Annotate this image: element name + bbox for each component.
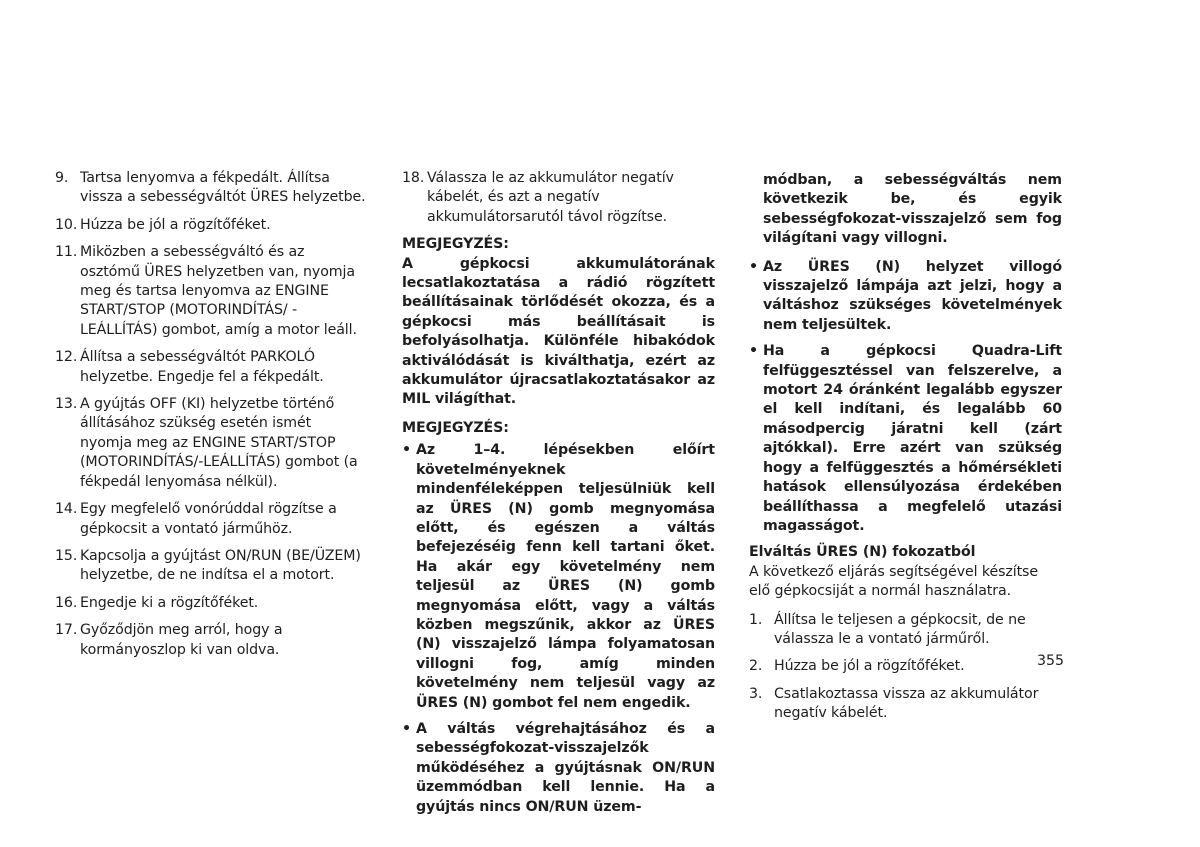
column-right <box>749 171 1065 732</box>
item-number: 1. <box>749 611 763 628</box>
item-number: 10. <box>55 216 78 233</box>
item-number: 9. <box>55 170 69 186</box>
item-number: 2. <box>749 658 763 675</box>
item-number: 15. <box>55 547 78 564</box>
item-text: Győződjön meg arról, hogy a kormányoszlop ki van oldva. <box>80 622 283 658</box>
bullet-icon: • <box>402 442 411 459</box>
item-text: Egy megfelelő vonórúddal rögzítse a gépkocsit a vontató járműhöz. <box>80 501 337 537</box>
item-text: Húzza be jól a rögzítőféket. <box>80 216 271 233</box>
list-item <box>402 169 715 227</box>
item-text: Kapcsolja a gyújtást ON/RUN (BE/ÜZEM) helyzetbe, de ne indítsa el a motort. <box>80 547 361 584</box>
list-item <box>749 685 1062 724</box>
bullet-text: A váltás végrehajtásához és a sebességfokozat-visszajelzők működéséhez a gyújtásnak ON/RUN üzemmódban kell lennie. Ha a gyújtás nincs ON/RUN üzem- <box>416 720 715 815</box>
bullet-item <box>402 720 715 817</box>
list-item <box>55 500 367 539</box>
item-text: Miközben a sebességváltó és az osztómű ÜRES helyzetben van, nyomja meg és tartsa lenyomva az ENGINE START/STOP (MOTORINDÍTÁS/ -LEÁLLÍTÁS) gombot, amíg a motor leáll. <box>80 244 357 338</box>
list-item <box>749 657 1062 676</box>
bullet-text: Ha a gépkocsi Quadra-Lift felfüggesztéssel van felszerelve, a motort 24 óránként legalább egyszer el kell indítani, és legalább 60 másodpercig járatni kell (zárt ajtókkal). Erre azért van szükség hogy a felfüggesztés a hőmérsékleti hatások ellensúlyozása érdekében beállíthassa a megfelelő utazási magasságot. <box>763 343 1062 534</box>
item-text: Csatlakoztassa vissza az akkumulátor negatív kábelét. <box>774 685 1039 722</box>
column-middle <box>402 169 715 824</box>
column-left <box>55 169 367 668</box>
section-heading: Elváltás ÜRES (N) fokozatból <box>749 544 976 561</box>
note-text: A gépkocsi akkumulátorának lecsatlakoztatása a rádió rögzített beállításainak törlődését okozza, és a gépkocsi más beállításait is befolyásolhatja. Különféle hibakódok aktiválódását is kiválthatja, ezért az akkumulátor újracsatlakoztatásakor az MIL világíthat. <box>402 255 715 408</box>
item-text: Állítsa le teljesen a gépkocsit, de ne válassza le a vontató járműről. <box>774 611 1026 647</box>
bullet-icon: • <box>749 258 758 275</box>
bullet-text: Az 1–4. lépésekben előírt követelményeknek mindenféleképpen teljesülniük kell az ÜRES (N) gomb megnyomása előtt, és egészen a váltás befejezéséig fenn kell tartani őket. Ha akár egy követelmény nem teljesül az ÜRES (N) gomb megnyomása előtt, vagy a váltás közben megszűnik, akkor az ÜRES (N) visszajelző lámpa folyamatosan villogni fog, amíg minden követelmény nem teljesül vagy az ÜRES (N) gombot fel nem engedik. <box>416 442 715 711</box>
bullet-item <box>749 342 1062 536</box>
page-number: 355 <box>1037 653 1065 669</box>
item-number: 17. <box>55 622 78 639</box>
item-number: 14. <box>55 501 78 518</box>
list-item <box>55 216 367 235</box>
item-text: Állítsa a sebességváltót PARKOLÓ helyzetbe. Engedje fel a fékpedált. <box>80 349 324 385</box>
bullet-icon: • <box>402 720 411 737</box>
list-item <box>55 594 367 613</box>
bullet-item <box>749 258 1062 336</box>
item-text: Tartsa lenyomva a fékpedált. Állítsa vissza a sebességváltót ÜRES helyzetbe. <box>80 170 366 206</box>
item-number: 3. <box>749 685 763 702</box>
item-text: Engedje ki a rögzítőféket. <box>80 594 259 611</box>
item-text: Válassza le az akkumulátor negatív kábelét, és azt a negatív akkumulátorsarutól távol rögzítse. <box>427 170 674 225</box>
continuation-text: módban, a sebességváltás nem következik be, és egyik sebességfokozat-visszajelző sem fog világítani vagy villogni. <box>763 172 1062 247</box>
item-number: 16. <box>55 594 78 611</box>
item-text: Húzza be jól a rögzítőféket. <box>774 658 965 675</box>
note-heading: MEGJEGYZÉS: <box>402 419 509 436</box>
bullet-icon: • <box>749 343 758 360</box>
item-text: A gyújtás OFF (KI) helyzetbe történő állításához szükség esetén ismét nyomja meg az ENGINE START/STOP (MOTORINDÍTÁS/-LEÁLLÍTÁS) gombot (a fékpedál lenyomása nélkül). <box>80 396 358 490</box>
note-heading: MEGJEGYZÉS: <box>402 236 509 253</box>
list-item <box>55 169 367 208</box>
list-item <box>55 621 367 660</box>
item-number: 12. <box>55 349 78 366</box>
section-intro: A következő eljárás segítségével készítse elő gépkocsiját a normál használatra. <box>749 563 1038 600</box>
list-item <box>55 348 367 387</box>
item-number: 11. <box>55 244 78 261</box>
list-item <box>55 547 367 586</box>
list-item <box>749 611 1062 650</box>
list-item <box>55 395 367 492</box>
bullet-item <box>402 441 715 713</box>
list-item <box>55 243 367 340</box>
bullet-text: Az ÜRES (N) helyzet villogó visszajelző lámpája azt jelzi, hogy a váltáshoz szükséges követelmények nem teljesültek. <box>763 258 1062 333</box>
item-number: 18. <box>402 170 425 186</box>
item-number: 13. <box>55 396 78 413</box>
